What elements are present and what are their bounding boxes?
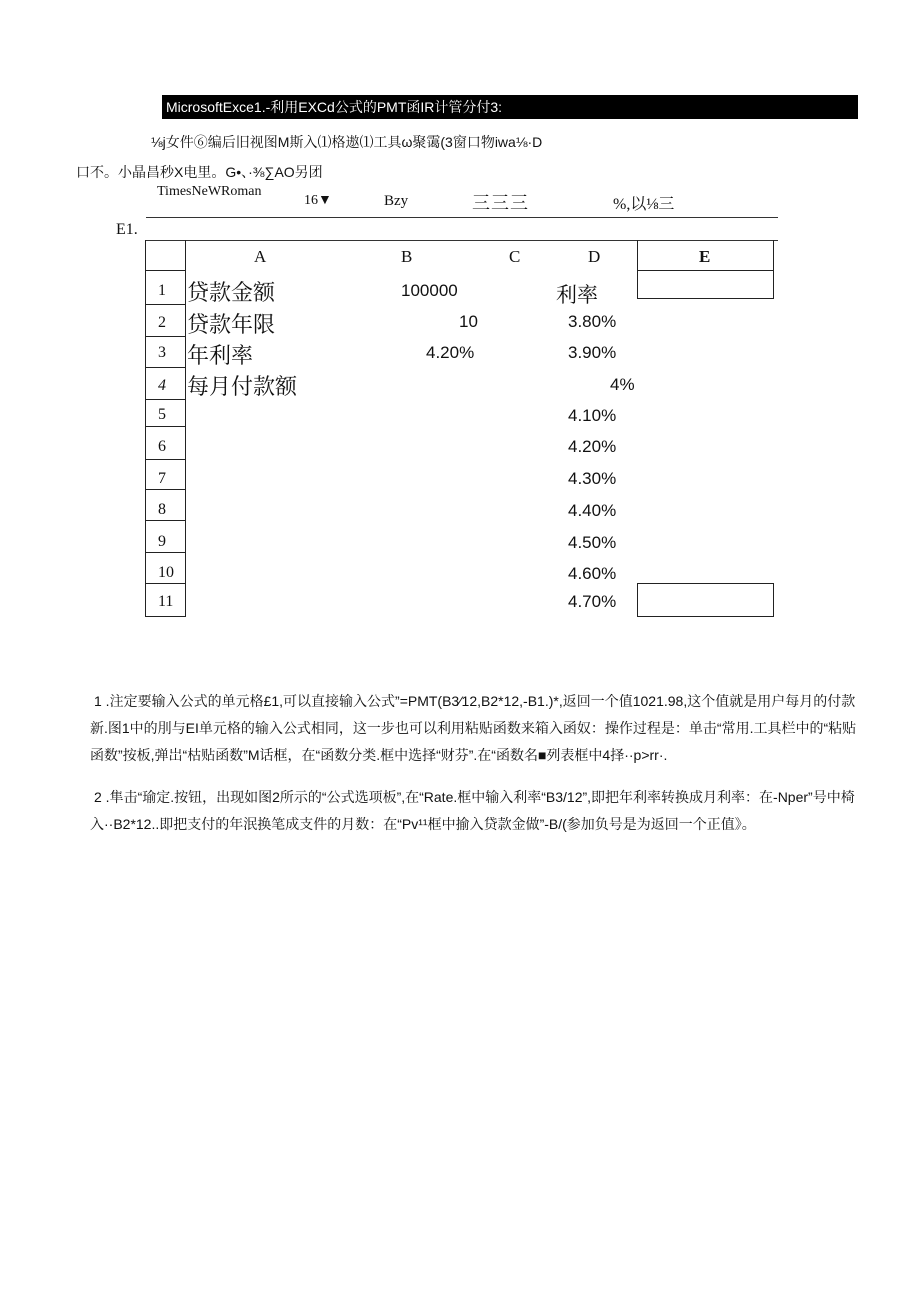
standard-toolbar[interactable]: 口不。小晶昌秒X电里。G•、·⅜∑AO另团	[76, 164, 323, 180]
row-header[interactable]: 7	[158, 470, 166, 487]
cell-d4[interactable]: 4%	[610, 375, 635, 394]
font-size-select[interactable]: 16▼	[304, 193, 332, 208]
cell-a2[interactable]: 贷款年限	[187, 312, 276, 337]
row-header[interactable]: 9	[158, 533, 166, 550]
column-header-a[interactable]: A	[254, 247, 267, 266]
row-header[interactable]: 5	[158, 406, 166, 423]
row-header[interactable]: 8	[158, 501, 166, 518]
cell-d7[interactable]: 4.30%	[568, 469, 617, 488]
row-header[interactable]: 4	[158, 377, 166, 394]
column-header-c[interactable]: C	[509, 247, 521, 266]
cell-d3[interactable]: 3.90%	[568, 343, 617, 362]
toolbar-divider	[146, 217, 778, 218]
row-header[interactable]: 6	[158, 438, 166, 455]
font-name-select[interactable]: TimesNeWRoman	[157, 184, 262, 199]
number-format-buttons[interactable]: %,以⅛三	[613, 196, 675, 213]
cell-d10[interactable]: 4.60%	[568, 564, 617, 583]
name-box[interactable]: E1.	[116, 221, 138, 238]
cell-d5[interactable]: 4.10%	[568, 406, 617, 425]
menu-bar[interactable]: ⅛j女件⑥编后旧视图M斯入⑴格遨⑴工具ω聚霭(3窗口物iwa⅛·D	[151, 134, 543, 150]
cell-b3[interactable]: 4.20%	[426, 343, 475, 362]
row-header[interactable]: 1	[158, 282, 166, 299]
window-title-bar	[162, 95, 858, 119]
paragraph-step-2	[90, 784, 860, 838]
row-header[interactable]: 10	[158, 564, 174, 581]
cell-b2[interactable]: 10	[459, 312, 478, 331]
align-buttons[interactable]: 三三三	[472, 193, 529, 214]
paragraph-text: 2 .隼击“瑜定.按钮，出现如图2所示的“公式选项板”,在“Rate.框中输入利率“B3/12”,即把年利率转换成月利率：在-Nper”号中椅入··B2*12..即把支付的年泯换笔成支件的月数：在“Pv¹¹框中揄入贷款金做”-B/(参加负号是为返回一个正值》。	[90, 789, 855, 832]
paragraph-text: 1 .注定要输入公式的单元格£1,可以直接输入公式”=PMT(B3⁄12,B2*12,-B1.)*,返回一个值1021.98,这个值就是用户每月的付款新.图1中的刖与EI单元格的输入公式相同，这一步也可以利用粘贴函数来箱入函奴：操作过程是：单击“常用.工具栏中的“粘贴函数”按板,弹岀“枯贴函数”M话框，在“函数分类.框中选择“财芬”.在“函数名■列表框中4择··p>rr·.	[90, 693, 857, 763]
cell-b1[interactable]: 100000	[401, 281, 458, 300]
row-header[interactable]: 11	[158, 593, 174, 610]
column-header-d[interactable]: D	[588, 247, 601, 266]
paragraph-step-1	[90, 688, 860, 769]
row-header[interactable]: 2	[158, 314, 166, 331]
cell-d9[interactable]: 4.50%	[568, 533, 617, 552]
cell-a3[interactable]: 年利率	[187, 343, 254, 368]
cell-d11[interactable]: 4.70%	[568, 592, 617, 611]
row-header[interactable]: 3	[158, 344, 166, 361]
cell-d6[interactable]: 4.20%	[568, 437, 617, 456]
cell-d2[interactable]: 3.80%	[568, 312, 617, 331]
cell-d1[interactable]: 利率	[556, 284, 598, 307]
column-header-e[interactable]: E	[699, 247, 711, 266]
cell-a1[interactable]: 贷款金额	[187, 280, 276, 305]
bold-italic-underline-buttons[interactable]: Bzy	[384, 193, 409, 209]
formula-bar-divider	[146, 240, 778, 241]
window-title: MicrosoftExce1.-利用EXCd公式的PMT函IR计管分付3:	[166, 99, 503, 115]
cell-d8[interactable]: 4.40%	[568, 501, 617, 520]
column-header-b[interactable]: B	[401, 247, 413, 266]
cell-a4[interactable]: 每月付款额	[187, 374, 298, 399]
